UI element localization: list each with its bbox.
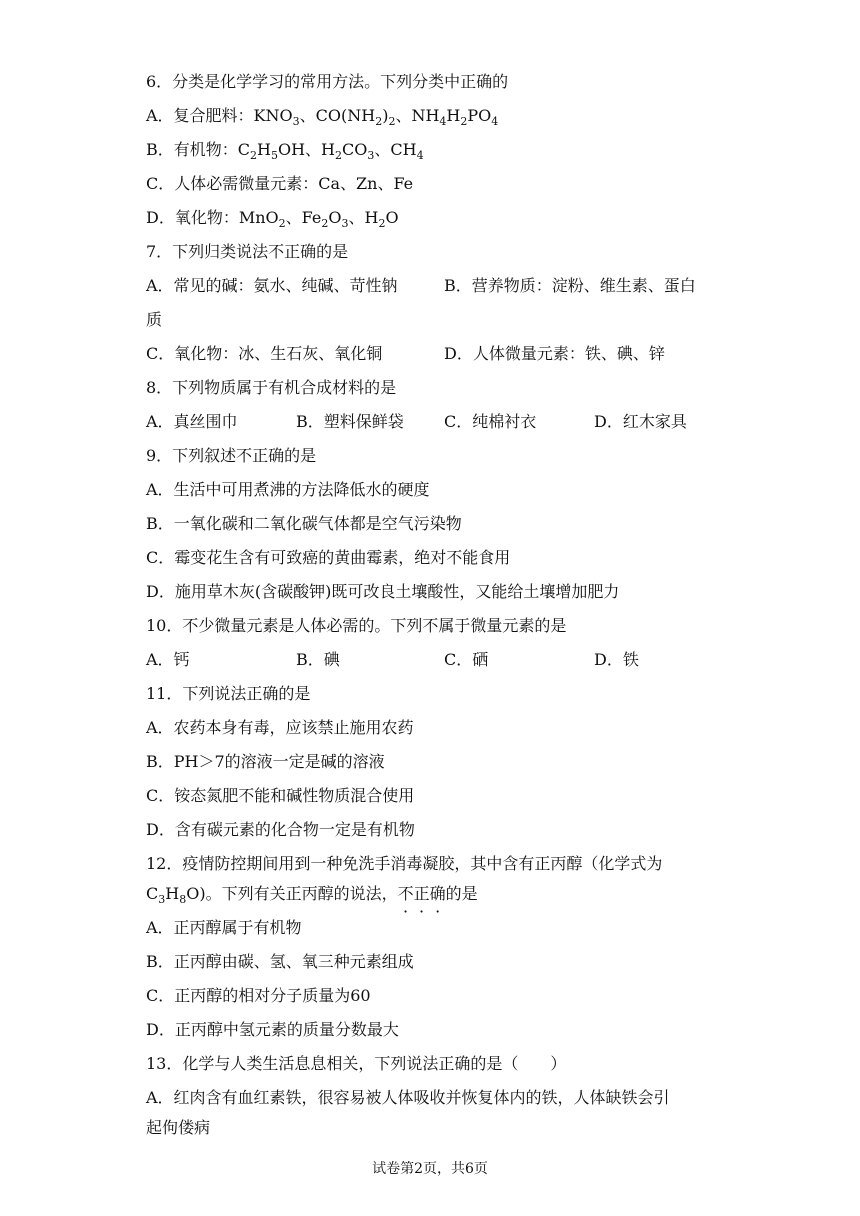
question-7-stem: 7．下列归类说法不正确的是 [146, 242, 349, 261]
emphasis-dot-char: 确 [429, 884, 446, 903]
question-8-option-d: D．红木家具 [594, 412, 687, 431]
question-11-stem: 11．下列说法正确的是 [146, 684, 311, 703]
question-7-option-b-continued: 质 [146, 310, 163, 329]
question-7-option-d: D．人体微量元素：铁、碘、锌 [444, 344, 665, 363]
question-8-option-c: C．纯棉衬衣 [444, 412, 537, 431]
question-7-option-a: A．常见的碱：氨水、纯碱、苛性钠 [146, 276, 398, 295]
question-12-stem-continued: $C_3H_8O$)。下列有关正丙醇的说法，不正确的是 [146, 884, 478, 907]
question-9-option-c: C．霉变花生含有可致癌的黄曲霉素，绝对不能食用 [146, 548, 511, 567]
question-8-stem: 8．下列物质属于有机合成材料的是 [146, 378, 397, 397]
question-11-option-b: B．PH＞7的溶液一定是碱的溶液 [146, 752, 385, 771]
question-6-option-c: C．人体必需微量元素：Ca、Zn、Fe [146, 174, 414, 193]
question-9-option-a: A．生活中可用煮沸的方法降低水的硬度 [146, 480, 430, 499]
question-13-option-a-continued: 起佝偻病 [146, 1118, 211, 1137]
question-13-option-a: A．红肉含有血红素铁，很容易被人体吸收并恢复体内的铁，人体缺铁会引 [146, 1088, 670, 1107]
question-10-option-b: B．碘 [296, 650, 340, 669]
question-10-option-d: D．铁 [594, 650, 639, 669]
question-10-option-c: C．硒 [444, 650, 489, 669]
question-6-option-b: B．有机物：$C_2H_5OH$、$H_2CO_3$、$CH_4$ [146, 140, 424, 163]
question-11-option-d: D．含有碳元素的化合物一定是有机物 [146, 820, 415, 839]
question-11-option-a: A．农药本身有毒，应该禁止施用农药 [146, 718, 414, 737]
question-8-option-a: A．真丝围巾 [146, 412, 238, 431]
emphasis-dot-char: 不 [397, 884, 414, 903]
question-6-option-a: A．复合肥料：$KNO_3$、$CO(NH_2)_2$、$NH_4H_2PO_4$ [146, 106, 499, 129]
page-footer: 试卷第2页，共6页 [372, 1161, 488, 1177]
question-10-stem: 10．不少微量元素是人体必需的。下列不属于微量元素的是 [146, 616, 567, 635]
question-6-option-d: D．氧化物：MnO$_2$、$Fe_2O_3$、$H_2O$ [146, 208, 399, 231]
question-9-option-d: D．施用草木灰(含碳酸钾)既可改良土壤酸性，又能给土壤增加肥力 [146, 582, 620, 601]
question-13-stem: 13．化学与人类生活息息相关，下列说法正确的是（ ） [146, 1054, 567, 1073]
question-12-option-d: D．正丙醇中氢元素的质量分数最大 [146, 1020, 399, 1039]
question-7-option-b: B．营养物质：淀粉、维生素、蛋白 [444, 276, 696, 295]
question-12-option-a: A．正丙醇属于有机物 [146, 918, 302, 937]
question-11-option-c: C．铵态氮肥不能和碱性物质混合使用 [146, 786, 415, 805]
question-9-stem: 9．下列叙述不正确的是 [146, 446, 317, 465]
question-12-stem: 12．疫情防控期间用到一种免洗手消毒凝胶，其中含有正丙醇（化学式为 [146, 854, 663, 873]
question-12-option-b: B．正丙醇由碳、氢、氧三种元素组成 [146, 952, 414, 971]
question-8-option-b: B．塑料保鲜袋 [296, 412, 404, 431]
emphasis-dot-char: 正 [413, 884, 430, 903]
question-10-option-a: A．钙 [146, 650, 190, 669]
question-6-stem: 6．分类是化学学习的常用方法。下列分类中正确的 [146, 72, 509, 91]
question-7-option-c: C．氧化物：冰、生石灰、氧化铜 [146, 344, 383, 363]
question-12-option-c: C．正丙醇的相对分子质量为60 [146, 986, 371, 1005]
question-9-option-b: B．一氧化碳和二氧化碳气体都是空气污染物 [146, 514, 462, 533]
